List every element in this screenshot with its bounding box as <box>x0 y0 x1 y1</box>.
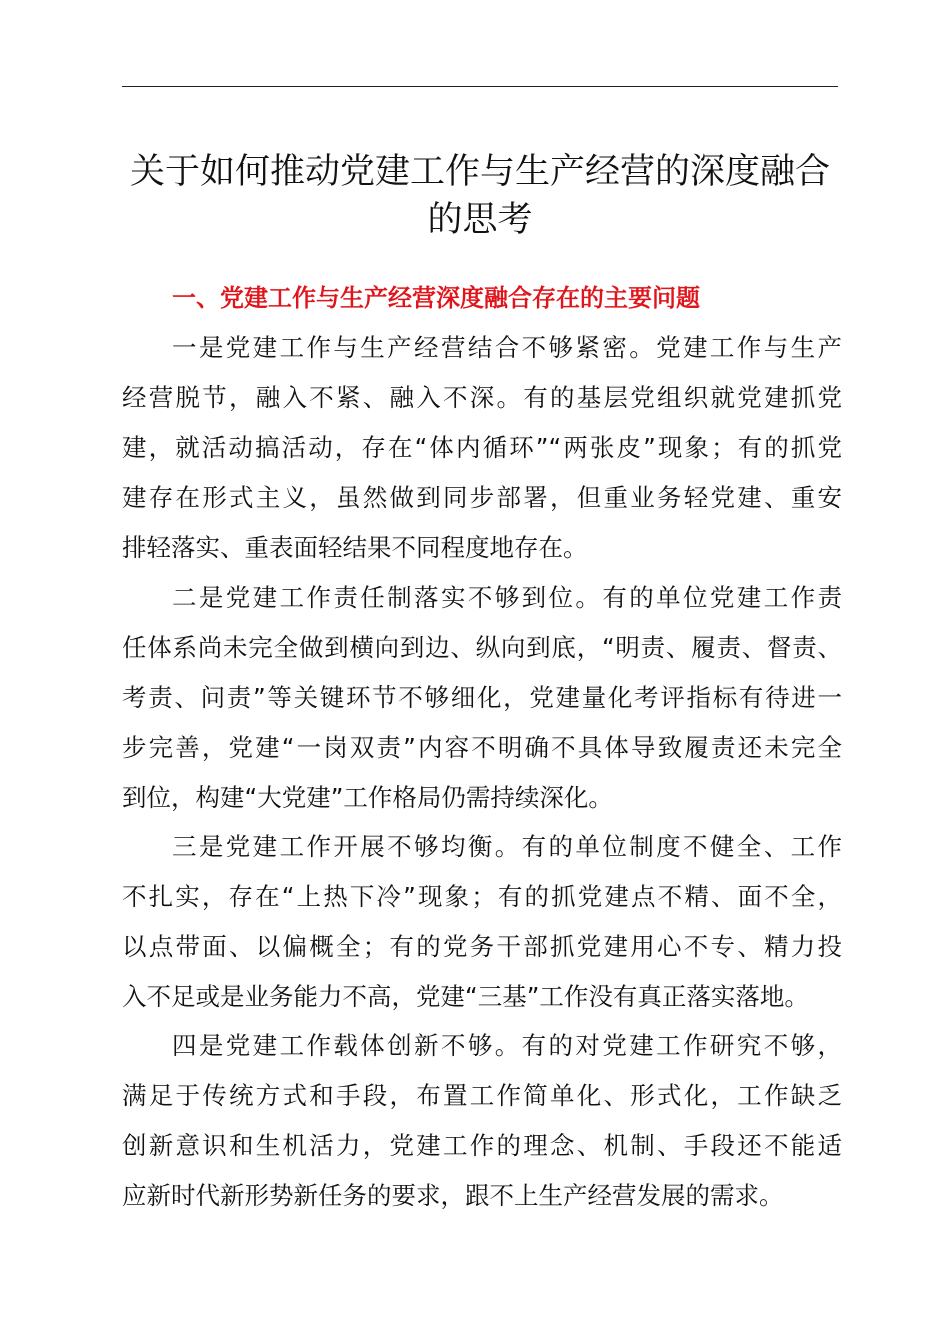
paragraph-line: 入不足或是业务能力不高，党建“三基”工作没有真正落实落地。 <box>122 982 809 1011</box>
paragraph-line: 一是党建工作与生产经营结合不够紧密。党建工作与生产 <box>172 333 842 362</box>
paragraph-line: 步完善，党建“一岗双责”内容不明确不具体导致履责还未完全 <box>122 733 842 762</box>
title-line: 的思考 <box>427 200 533 240</box>
paragraph-line: 考责、问责”等关键环节不够细化，党建量化考评指标有待进一 <box>122 683 842 712</box>
paragraph-line: 任体系尚未完全做到横向到边、纵向到底，“明责、履责、督责、 <box>122 633 842 662</box>
paragraph-line: 经营脱节，融入不紧、融入不深。有的基层党组织就党建抓党 <box>122 383 842 412</box>
paragraph-2 <box>122 573 842 823</box>
paragraph-4 <box>122 1021 842 1221</box>
header-rule <box>122 86 838 87</box>
paragraph-line: 三是党建工作开展不够均衡。有的单位制度不健全、工作 <box>172 832 842 861</box>
page-title <box>110 148 850 244</box>
paragraph-line: 满足于传统方式和手段，布置工作简单化、形式化，工作缺乏 <box>122 1081 842 1110</box>
paragraph-line: 到位，构建“大党建”工作格局仍需持续深化。 <box>122 783 613 812</box>
paragraph-line: 应新时代新形势新任务的要求，跟不上生产经营发展的需求。 <box>122 1181 784 1210</box>
title-line: 关于如何推动党建工作与生产经营的深度融合 <box>129 152 830 192</box>
section-heading: 一、党建工作与生产经营深度融合存在的主要问题 <box>172 284 700 312</box>
paragraph-line: 二是党建工作责任制落实不够到位。有的单位党建工作责 <box>172 583 842 612</box>
paragraph-line: 建存在形式主义，虽然做到同步部署，但重业务轻党建、重安 <box>122 483 842 512</box>
paragraph-line: 建，就活动搞活动，存在“体内循环”“两张皮”现象；有的抓党 <box>122 433 842 462</box>
paragraph-line: 不扎实，存在“上热下冷”现象；有的抓党建点不精、面不全， <box>122 882 842 911</box>
paragraph-line: 四是党建工作载体创新不够。有的对党建工作研究不够， <box>172 1031 842 1060</box>
paragraph-line: 创新意识和生机活力，党建工作的理念、机制、手段还不能适 <box>122 1131 842 1160</box>
paragraph-line: 排轻落实、重表面轻结果不同程度地存在。 <box>122 533 588 562</box>
paragraph-3 <box>122 822 842 1022</box>
paragraph-1 <box>122 323 842 573</box>
paragraph-line: 以点带面、以偏概全；有的党务干部抓党建用心不专、精力投 <box>122 932 842 961</box>
